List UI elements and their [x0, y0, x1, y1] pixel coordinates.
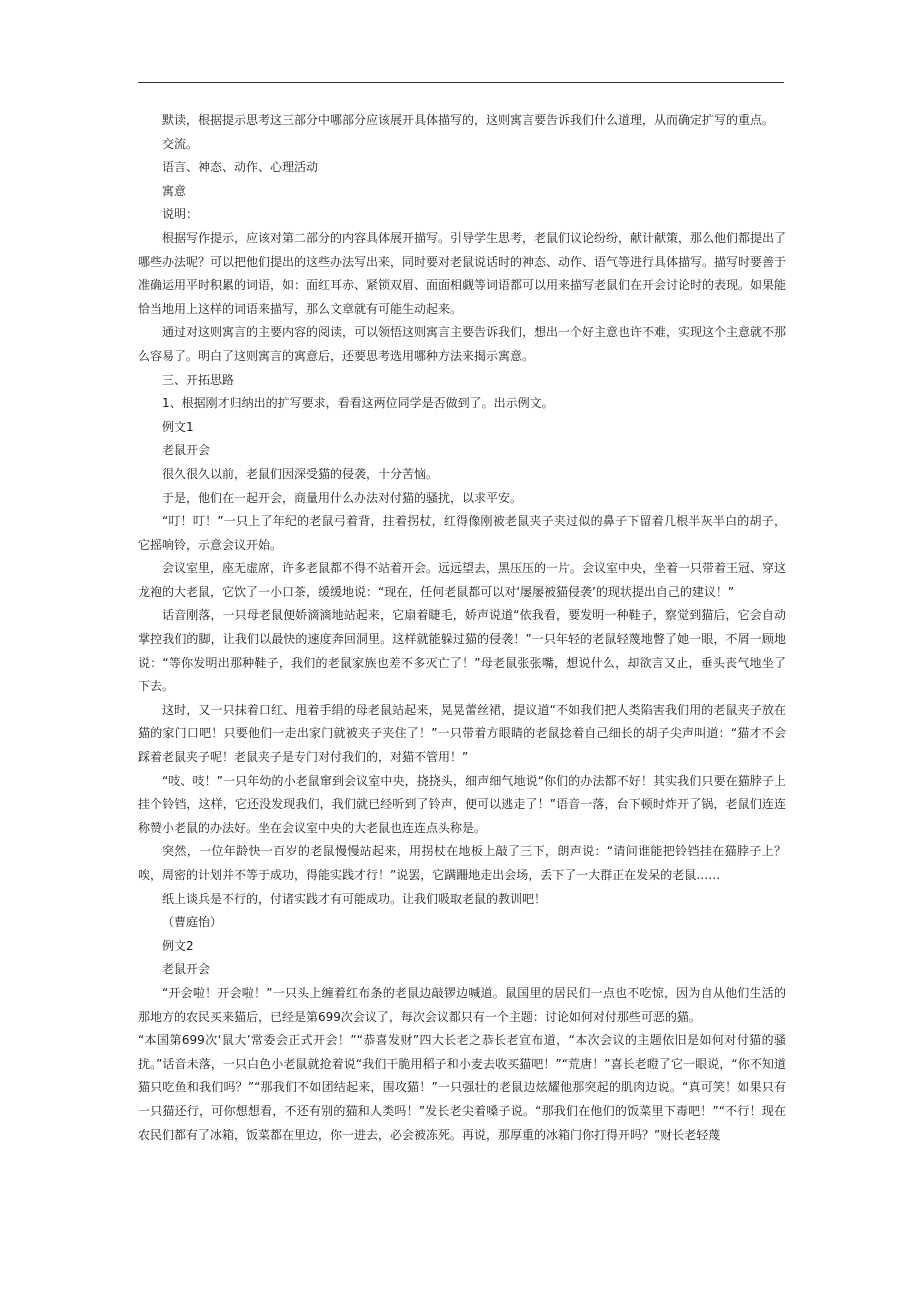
- example-2-label: 例文2: [162, 938, 194, 953]
- paragraph-6: 根据写作提示，应该对第二部分的内容具体展开描写。引导学生思考，老鼠们议论纷纷，献计献策，那么他们都提出了哪些办法呢？可以把他们提出的这些办法写出来，同时要对老鼠说话时的神态、动作、语气等进行具体描写。描写时要善于准确运用平时积累的词语，如：面红耳赤、紧锁双眉、面面相觑等词语都可以用来描写老鼠们在开会讨论时的表现。如果能恰当地用上这样的词语来描写，那么文章就有可能生动起来。: [138, 230, 787, 316]
- section-heading: 三、开拓思路: [162, 372, 235, 387]
- example-2-title: 老鼠开会: [162, 962, 211, 977]
- author-note: （曹庭怡）: [162, 915, 223, 930]
- paragraph-17: 这时，又一只抹着口红、甩着手绢的母老鼠站起来，晃晃蕾丝裙，提议道“不如我们把人类陷害我们用的老鼠夹子放在猫的家门口吧！只要他们一走出家门就被夹子夹住了！”一只带着方眼睛的老鼠捻着自己细长的胡子尖声叫道：“猫才不会踩着老鼠夹子呢！老鼠夹子是专门对付我们的，对猫不管用！”: [138, 702, 786, 765]
- paragraph-18: “吱、吱！”一只年幼的小老鼠窜到会议室中央，挠挠头，细声细气地说“你们的办法都不好！其实我们只要在猫脖子上挂个铃铛，这样，它还没发现我们，我们就已经听到了铃声，便可以逃走了！”语音一落，台下顿时炸开了锅，老鼠们连连称赞小老鼠的办法好。坐在会议室中央的大老鼠也连连点头称是。: [138, 773, 786, 835]
- example-1-title: 老鼠开会: [162, 443, 211, 458]
- paragraph-24: “开会啦！开会啦！”一只头上缠着红布条的老鼠边敲锣边喊道。鼠国里的居民们一点也不吃惊，因为自从他们生活的那地方的农民买来猫后，已经是第699次会议了，每次会议都只有一个主题：讨论如何对付那些可恶的猫。: [138, 985, 786, 1024]
- paragraph-1: 默读，根据提示思考这三部分中哪部分应该展开具体描写的，这则寓言要告诉我们什么道理，从而确定扩写的重点。: [162, 113, 775, 127]
- paragraph-16: 话音刚落，一只母老鼠便娇滴滴地站起来，它扇着睫毛，娇声说道“依我看，要发明一种鞋子，察觉到猫后，它会自动掌控我们的脚，让我们以最快的速度奔回洞里。这样就能躲过猫的侵袭！”一只年轻的老鼠轻蔑地瞥了她一眼，不屑一顾地说：“等你发明出那种鞋子，我们的老鼠家族也差不多灭亡了！”母老鼠张张嘴，想说什么，却欲言又止，垂头丧气地坐了下去。: [138, 608, 786, 694]
- paragraph-5: 说明：: [162, 207, 199, 222]
- paragraph-12: 很久很久以前，老鼠们因深受猫的侵袭，十分苦恼。: [162, 466, 439, 481]
- paragraph-2: 交流。: [162, 136, 199, 151]
- paragraph-25: “本国第699次‘鼠大’常委会正式开会！”“恭喜发财”四大长老之恭长老宣布道，“本次会议的主题依旧是如何对付猫的骚扰。”话音未落，一只白色小老鼠就抢着说“我们干脆用稻子和小麦去收买猫吧！”“荒唐！”喜长老瞪了它一眼说，“你不知道猫只吃鱼和我们吗？”“那我们不如团结起来，围攻猫！”一只强壮的老鼠边炫耀他那突起的肌肉边说。“真可笑！如果只有一只猫还行，可你想想看，不还有别的猫和人类吗！”发长老尖着嗓子说。“那我们在他们的饭菜里下毒吧！”“不行！现在农民们都有了冰箱，饭菜都在里边，你一进去，必会被冻死。再说，那厚重的冰箱门你打得开吗？”财长老轻蔑: [138, 1033, 786, 1142]
- document-body: [138, 109, 786, 1147]
- paragraph-3: 语言、神态、动作、心理活动: [162, 160, 319, 175]
- paragraph-15: 会议室里，座无虚席，许多老鼠都不得不站着开会。远远望去，黑压压的一片。会议室中央，坐着一只带着王冠、穿这龙袍的大老鼠，它饮了一小口茶，缓缓地说：“现在，任何老鼠都可以对‘屡屡被猫侵袭’的现状提出自己的建议！”: [138, 561, 787, 599]
- paragraph-14: “叮！叮！”一只上了年纪的老鼠弓着背，拄着拐杖，红得像刚被老鼠夹子夹过似的鼻子下留着几根半灰半白的胡子，它摇响铃，示意会议开始。: [138, 514, 786, 552]
- paragraph-9: 1、根据刚才归纳出的扩写要求，看看这两位同学是否做到了。出示例文。: [162, 396, 554, 411]
- paragraph-7: 通过对这则寓言的主要内容的阅读，可以领悟这则寓言主要告诉我们，想出一个好主意也许不难，实现这个主意就不那么容易了。明白了这则寓言的寓意后，还要思考选用哪种方法来揭示寓意。: [138, 325, 787, 363]
- header-rule: [138, 82, 784, 83]
- paragraph-19: 突然，一位年龄快一百岁的老鼠慢慢站起来，用拐杖在地板上敲了三下，朗声说：“请问谁能把铃铛挂在猫脖子上？唉，周密的计划并不等于成功，得能实践才行！”说罢，它蹒跚地走出会场，丢下了一大群正在发呆的老鼠……: [138, 844, 786, 882]
- example-1-label: 例文1: [162, 419, 194, 434]
- paragraph-20: 纸上谈兵是不行的，付诸实践才有可能成功。让我们吸取老鼠的教训吧！: [162, 891, 547, 906]
- paragraph-13: 于是，他们在一起开会，商量用什么办法对付猫的骚扰，以求平安。: [162, 490, 523, 505]
- paragraph-4: 寓意: [162, 183, 187, 198]
